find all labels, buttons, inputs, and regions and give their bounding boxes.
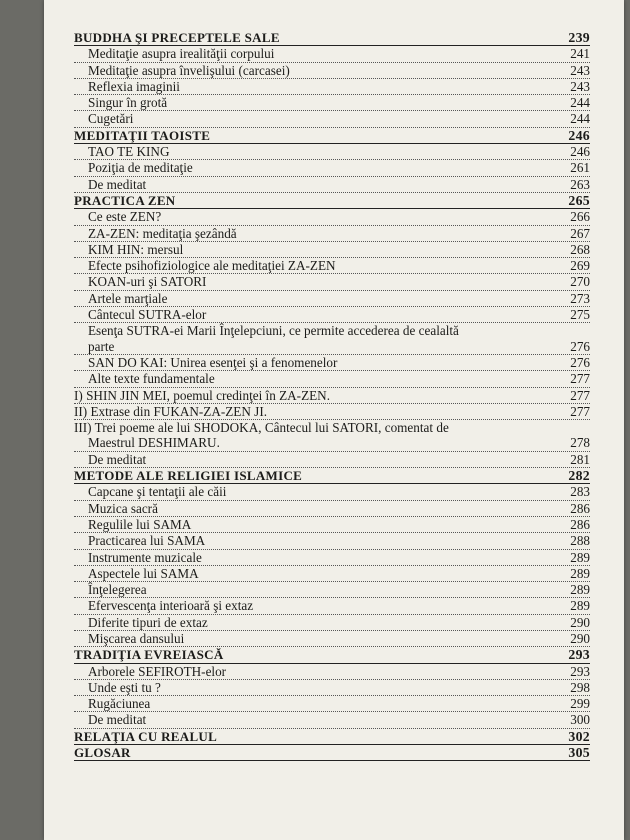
toc-entry-title: Capcane şi tentaţii ale căii <box>88 484 227 500</box>
toc-page-number: 265 <box>568 192 590 208</box>
toc-page-number: 300 <box>570 712 590 728</box>
toc-page-number: 268 <box>570 241 590 257</box>
toc-section-row <box>74 468 590 484</box>
toc-entry-title: I) SHIN JIN MEI, poemul credinţei în ZA-ZEN. <box>74 387 330 403</box>
toc-entry-row <box>74 63 590 79</box>
toc-entry-row <box>74 388 590 404</box>
toc-entry-row <box>74 242 590 258</box>
toc-entry-title: Artele marţiale <box>88 290 168 306</box>
toc-section-title: METODE ALE RELIGIEI ISLAMICE <box>74 468 303 484</box>
toc-page-number: 305 <box>568 745 590 761</box>
toc-page-number: 244 <box>570 95 590 111</box>
toc-entry-title-continued: Maestrul DESHIMARU. <box>88 435 220 451</box>
toc-entry-title: Regulile lui SAMA <box>88 516 192 532</box>
toc-entry-row <box>74 111 590 127</box>
toc-entry-row <box>74 484 590 500</box>
toc-entry-row <box>74 274 590 290</box>
toc-entry-title: Unde eşti tu ? <box>88 679 161 695</box>
toc-entry-row <box>74 209 590 225</box>
table-of-contents <box>74 30 590 761</box>
toc-entry-title: Singur în grotă <box>88 95 168 111</box>
toc-entry-row <box>74 598 590 614</box>
toc-entry-title: Efecte psihofiziologice ale meditaţiei ZA-ZEN <box>88 258 336 274</box>
toc-entry-title: De meditat <box>88 176 147 192</box>
toc-page-number: 276 <box>570 338 590 354</box>
toc-section-row <box>74 128 590 144</box>
toc-entry-row <box>74 79 590 95</box>
toc-entry-row <box>74 680 590 696</box>
toc-entry-title: Înţelegerea <box>88 582 147 598</box>
toc-entry-row <box>74 582 590 598</box>
toc-entry-title: Mişcarea dansului <box>88 630 185 646</box>
toc-entry-row <box>74 226 590 242</box>
toc-section-row <box>74 193 590 209</box>
toc-entry-title: Esenţa SUTRA-ei Marii Înţelepciuni, ce permite accederea de cealaltă <box>88 323 459 339</box>
toc-section-title: TRADIŢIA EVREIASCĂ <box>74 647 224 663</box>
toc-entry-title-continued: parte <box>88 338 115 354</box>
toc-entry-row <box>74 144 590 160</box>
toc-entry-title: Diferite tipuri de extaz <box>88 614 208 630</box>
toc-page-number: 275 <box>570 307 590 323</box>
toc-page-number: 270 <box>570 274 590 290</box>
toc-entry-row <box>74 533 590 549</box>
toc-entry-row <box>74 420 590 452</box>
toc-entry-title: KOAN-uri şi SATORI <box>88 274 207 290</box>
toc-page-number: 298 <box>570 679 590 695</box>
toc-page-number: 282 <box>568 468 590 484</box>
toc-page-number: 302 <box>568 728 590 744</box>
toc-entry-title: Arborele SEFIROTH-elor <box>88 663 227 679</box>
toc-entry-row <box>74 501 590 517</box>
toc-page-number: 277 <box>570 387 590 403</box>
toc-entry-row <box>74 631 590 647</box>
toc-entry-row <box>74 371 590 387</box>
toc-entry-title: Efervescenţa interioară şi extaz <box>88 598 254 614</box>
toc-entry-title: De meditat <box>88 451 147 467</box>
toc-entry-row <box>74 664 590 680</box>
toc-entry-title: Aspectele lui SAMA <box>88 565 199 581</box>
book-page <box>44 0 624 840</box>
toc-page-number: 289 <box>570 598 590 614</box>
toc-section-title: GLOSAR <box>74 745 131 761</box>
toc-page-number: 263 <box>570 176 590 192</box>
toc-entry-title: Meditaţie asupra învelişului (carcasei) <box>88 62 290 78</box>
toc-entry-row <box>74 291 590 307</box>
toc-page-number: 293 <box>568 647 590 663</box>
toc-page-number: 281 <box>570 451 590 467</box>
toc-page-number: 289 <box>570 565 590 581</box>
toc-entry-title: SAN DO KAI: Unirea esenţei şi a fenomenelor <box>88 354 338 370</box>
toc-entry-row <box>74 696 590 712</box>
toc-page-number: 290 <box>570 630 590 646</box>
toc-entry-title: Meditaţie asupra irealităţii corpului <box>88 46 275 62</box>
toc-entry-title: De meditat <box>88 712 147 728</box>
toc-page-number: 277 <box>570 403 590 419</box>
toc-section-row <box>74 30 590 46</box>
toc-page-number: 261 <box>570 160 590 176</box>
toc-entry-title: Cântecul SUTRA-elor <box>88 307 207 323</box>
toc-section-row <box>74 647 590 663</box>
toc-entry-title: KIM HIN: mersul <box>88 241 184 257</box>
toc-page-number: 269 <box>570 258 590 274</box>
toc-page-number: 277 <box>570 371 590 387</box>
toc-entry-row <box>74 355 590 371</box>
toc-entry-title: Cugetări <box>88 111 134 127</box>
toc-page-number: 286 <box>570 500 590 516</box>
toc-page-number: 243 <box>570 78 590 94</box>
toc-entry-title: Alte texte fundamentale <box>88 371 215 387</box>
toc-page-number: 267 <box>570 225 590 241</box>
toc-page-number: 241 <box>570 46 590 62</box>
toc-section-row <box>74 729 590 745</box>
toc-entry-title: Reflexia imaginii <box>88 78 180 94</box>
toc-page-number: 243 <box>570 62 590 78</box>
toc-entry-title: ZA-ZEN: meditaţia şezândă <box>88 225 237 241</box>
toc-section-title: BUDDHA ŞI PRECEPTELE SALE <box>74 30 280 45</box>
toc-section-title: MEDITAŢII TAOISTE <box>74 127 211 143</box>
toc-entry-row <box>74 615 590 631</box>
toc-entry-title: Instrumente muzicale <box>88 549 202 565</box>
toc-entry-title: TAO TE KING <box>88 144 170 160</box>
toc-page-number: 293 <box>570 663 590 679</box>
toc-entry-row <box>74 550 590 566</box>
toc-entry-row <box>74 517 590 533</box>
toc-entry-row <box>74 177 590 193</box>
toc-section-row <box>74 745 590 761</box>
toc-page-number: 290 <box>570 614 590 630</box>
toc-page-number: 246 <box>570 144 590 160</box>
toc-page-number: 286 <box>570 516 590 532</box>
toc-page-number: 288 <box>570 533 590 549</box>
toc-entry-row <box>74 712 590 728</box>
toc-page-number: 276 <box>570 354 590 370</box>
toc-entry-row <box>74 566 590 582</box>
toc-entry-row <box>74 404 590 420</box>
toc-page-number: 278 <box>570 435 590 451</box>
toc-section-title: RELAŢIA CU REALUL <box>74 728 218 744</box>
toc-page-number: 266 <box>570 209 590 225</box>
toc-section-title: PRACTICA ZEN <box>74 192 176 208</box>
toc-entry-row <box>74 258 590 274</box>
toc-page-number: 283 <box>570 484 590 500</box>
toc-entry-title: II) Extrase din FUKAN-ZA-ZEN JI. <box>74 403 268 419</box>
toc-entry-title: Practicarea lui SAMA <box>88 533 206 549</box>
toc-entry-title: Muzica sacră <box>88 500 158 516</box>
toc-entry-title: III) Trei poeme ale lui SHODOKA, Cântecul lui SATORI, comentat de <box>74 420 449 436</box>
toc-page-number: 239 <box>568 30 590 45</box>
toc-page-number: 289 <box>570 582 590 598</box>
toc-entry-row <box>74 160 590 176</box>
toc-entry-row <box>74 46 590 62</box>
toc-entry-title: Rugăciunea <box>88 696 151 712</box>
toc-page-number: 273 <box>570 290 590 306</box>
toc-entry-row <box>74 95 590 111</box>
toc-page-number: 299 <box>570 696 590 712</box>
toc-entry-row <box>74 452 590 468</box>
toc-entry-title: Poziţia de meditaţie <box>88 160 193 176</box>
toc-entry-title: Ce este ZEN? <box>88 209 162 225</box>
toc-page-number: 244 <box>570 111 590 127</box>
toc-entry-row <box>74 307 590 323</box>
toc-page-number: 289 <box>570 549 590 565</box>
toc-entry-row <box>74 323 590 355</box>
toc-page-number: 246 <box>568 127 590 143</box>
